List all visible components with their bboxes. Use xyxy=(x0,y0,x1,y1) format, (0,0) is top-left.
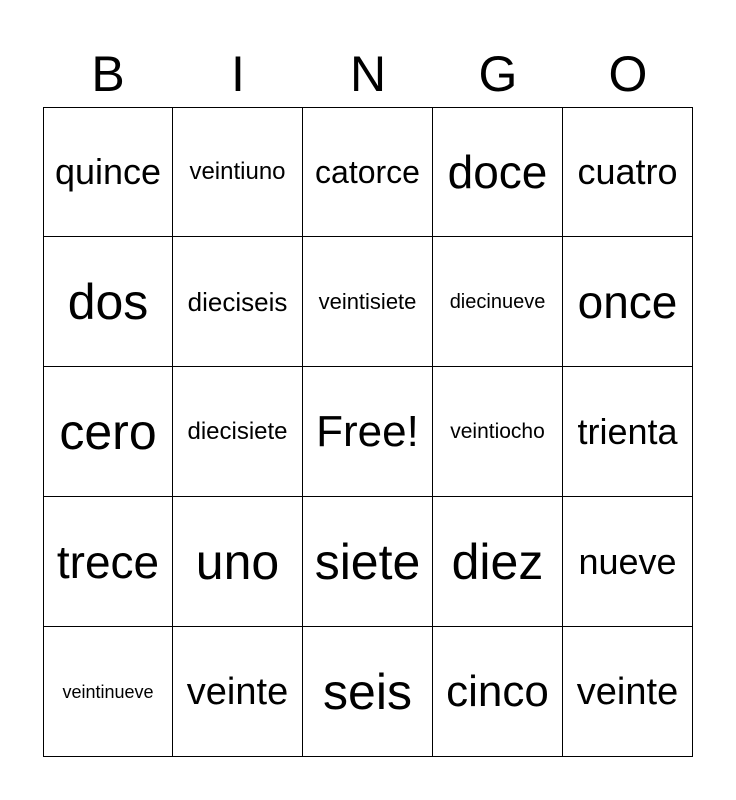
bingo-cell[interactable]: diecinueve xyxy=(433,237,563,367)
bingo-cell[interactable]: dieciseis xyxy=(173,237,303,367)
header-letter-n: N xyxy=(349,46,387,102)
bingo-cell[interactable]: veintiocho xyxy=(433,367,563,497)
bingo-cell[interactable]: diez xyxy=(433,497,563,627)
bingo-cell[interactable]: dos xyxy=(43,237,173,367)
header-letter-o: O xyxy=(608,46,648,102)
bingo-cell[interactable]: nueve xyxy=(563,497,693,627)
header-letter-b: B xyxy=(91,46,125,102)
bingo-cell[interactable]: once xyxy=(563,237,693,367)
bingo-cell[interactable]: cero xyxy=(43,367,173,497)
bingo-cell[interactable]: uno xyxy=(173,497,303,627)
bingo-cell[interactable]: quince xyxy=(43,107,173,237)
bingo-cell[interactable]: siete xyxy=(303,497,433,627)
header-letter-g: G xyxy=(478,46,518,102)
bingo-cell[interactable]: trienta xyxy=(563,367,693,497)
bingo-cell[interactable]: veinte xyxy=(173,627,303,757)
bingo-cell[interactable]: veintiuno xyxy=(173,107,303,237)
bingo-header xyxy=(43,40,693,108)
bingo-cell[interactable]: trece xyxy=(43,497,173,627)
bingo-cell[interactable]: veinte xyxy=(563,627,693,757)
bingo-cell[interactable]: doce xyxy=(433,107,563,237)
bingo-cell[interactable]: veintisiete xyxy=(303,237,433,367)
bingo-cell[interactable]: cinco xyxy=(433,627,563,757)
header-letter-i: I xyxy=(231,46,245,102)
bingo-cell[interactable]: seis xyxy=(303,627,433,757)
bingo-cell[interactable]: cuatro xyxy=(563,107,693,237)
bingo-board xyxy=(43,107,693,757)
bingo-cell[interactable]: diecisiete xyxy=(173,367,303,497)
bingo-cell[interactable]: catorce xyxy=(303,107,433,237)
bingo-free-space[interactable]: Free! xyxy=(303,367,433,497)
bingo-cell[interactable]: veintinueve xyxy=(43,627,173,757)
